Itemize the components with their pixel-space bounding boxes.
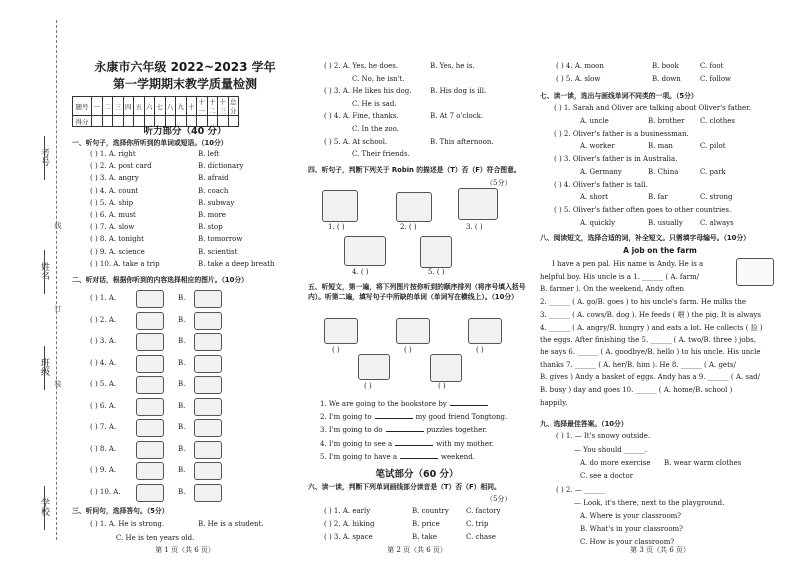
answer-option-a: C. He is sad. — [352, 99, 397, 108]
s5-sentence-text: 4. I'm going to see a — [320, 439, 393, 448]
passage-line: B. farmer ). On the weekend, Andy often — [540, 285, 684, 294]
s7-option-c: C. strong — [700, 193, 733, 201]
staple-marker: 订 — [54, 305, 62, 312]
s7-option-a: A. quickly — [580, 218, 616, 227]
s1-item-b: B. take a deep breath — [198, 259, 275, 268]
passage-line: 2. ______ ( A. go/B. goes ) to his uncle's farm. He milks the — [540, 297, 747, 306]
s6-option-a: ( ) 3. A. space — [324, 533, 373, 542]
passage-line: helpful boy. His uncle is a 1. ______ ( A. farm/ — [540, 272, 699, 281]
s7-option-a: A. short — [580, 193, 608, 201]
score-header-cell: 十三 — [219, 98, 226, 115]
robin-answer-1[interactable]: 1. ( ) — [328, 223, 345, 231]
s7-option-b: B. far — [648, 193, 668, 201]
s2-picture-b[interactable] — [194, 462, 222, 480]
answer-option-b: B. His dog is ill. — [430, 87, 487, 96]
s6-option-b: B. country — [412, 507, 449, 515]
s7-option-a: A. worker — [580, 142, 615, 150]
s5-sentence-tail: my good friend Tongtong. — [415, 413, 508, 422]
section-9-title: 九、选择最佳答案。（10分） — [540, 420, 628, 428]
s2-option-b: B. — [178, 423, 186, 431]
p3-option-c: C. follow — [700, 75, 732, 83]
mc-line: B. What's in your classroom? — [580, 525, 683, 533]
s2-picture-b[interactable] — [194, 290, 222, 308]
passage-line: I have a pen pal. His name is Andy. He is a — [552, 260, 704, 268]
answer-option-a: ( ) 3. A. He likes his dog. — [324, 87, 412, 96]
s2-picture-a[interactable] — [136, 484, 164, 502]
section-4-title: 四、听句子，判断下列关于 Robin 的描述是（T）否（F）符合图意。 — [308, 166, 521, 174]
s1-item-a: ( ) 10. A. take a trip — [90, 259, 160, 268]
s2-item: ( ) 4. A. — [90, 358, 117, 367]
s2-option-b: B. — [178, 487, 186, 496]
binding-margin — [0, 0, 68, 561]
passage-title: A job on the farm — [623, 246, 697, 255]
score-header-cell: 一 — [92, 97, 103, 116]
score-header-cell: 六 — [144, 97, 155, 116]
mc-line: C. see a doctor — [580, 472, 634, 480]
robin-picture-1 — [322, 190, 358, 222]
section-6-score: （5分） — [486, 495, 512, 503]
score-header-cell: 九 — [176, 97, 187, 116]
s5-sentence-text: 3. I'm going to do — [320, 426, 383, 435]
s1-item-a: ( ) 6. A. must — [90, 211, 136, 219]
s6-option-a: ( ) 1. A. early — [324, 507, 371, 515]
s7-question: ( ) 3. Oliver's father is in Australia. — [554, 155, 678, 163]
robin-answer-5[interactable]: 5. ( ) — [428, 268, 445, 276]
robin-answer-2[interactable]: 2. ( ) — [400, 223, 417, 231]
place-answer-1[interactable]: ( ) — [332, 346, 340, 354]
s2-picture-a[interactable] — [136, 419, 164, 437]
s2-picture-b[interactable] — [194, 355, 222, 373]
exam-subtitle: 第一学期期末教学质量检测 — [112, 77, 257, 91]
page-1-footer: 第 1 页（共 6 页） — [155, 546, 215, 554]
bind-marker: 装 — [54, 380, 62, 387]
s2-picture-b[interactable] — [194, 484, 222, 502]
passage-line: 4. ______ ( A. angry/B. hungry ) and eats a lot. He collects ( 捡 ) — [540, 324, 763, 332]
s2-picture-b[interactable] — [194, 376, 222, 394]
mc-line: — Look, it's there, next to the playground. — [574, 499, 725, 507]
answer-option-b: B. Yes, he is. — [430, 62, 475, 70]
place-answer-2[interactable]: ( ) — [404, 346, 412, 354]
s7-question: ( ) 2. Oliver's father is a businessman. — [554, 129, 689, 138]
s1-item-a: ( ) 5. A. ship — [90, 198, 134, 207]
s1-item-a: ( ) 7. A. slow — [90, 223, 135, 232]
s2-item: ( ) 3. A. — [90, 337, 117, 345]
mc-line: A. Where is your classroom? — [580, 512, 682, 520]
s2-picture-b[interactable] — [194, 398, 222, 416]
score-header-cell: 八 — [165, 97, 176, 116]
passage-line: the eggs. After finishing the 5. ______ ( A. two/B. three ) jobs, — [540, 335, 756, 344]
section-4-score: （5分） — [486, 179, 512, 187]
school-field[interactable] — [44, 486, 45, 530]
score-header-cell: 总分 — [230, 98, 237, 115]
s2-item: ( ) 5. A. — [90, 380, 117, 388]
score-header-cell: 三 — [113, 97, 124, 116]
s1-item-a: ( ) 1. A. right — [90, 150, 136, 158]
passage-line: happily. — [540, 398, 568, 407]
s2-item: ( ) 1. A. — [90, 294, 117, 302]
s1-item-a: ( ) 3. A. angry — [90, 174, 139, 183]
s5-blank[interactable] — [395, 439, 433, 446]
section-2-title: 二、听对话，根据你听到的内容选择相应的图片。（10分） — [72, 276, 248, 284]
mc-line: B. wear warm clothes — [664, 459, 742, 467]
place-answer-4[interactable]: ( ) — [364, 382, 372, 390]
s2-picture-a[interactable] — [136, 462, 164, 480]
robin-answer-4[interactable]: 4. ( ) — [352, 268, 369, 276]
s1-item-a: ( ) 4. A. count — [90, 186, 139, 195]
s7-option-b: B. China — [648, 167, 679, 176]
answer-option-b: B. At 7 o'clock. — [430, 112, 484, 121]
s6-option-b: B. price — [412, 520, 440, 529]
s2-option-b: B. — [178, 358, 186, 367]
line-marker: 线 — [54, 222, 62, 229]
p3-option-a: ( ) 5. A. slow — [556, 75, 601, 83]
section-1-title: 一、听句子，选择你所听到的单词或短语。（10分） — [72, 139, 228, 147]
s6-option-c: C. trip — [466, 520, 489, 529]
s2-picture-b[interactable] — [194, 312, 222, 330]
score-header-cell: 十一 — [198, 98, 205, 115]
cut-line — [56, 20, 57, 540]
s7-question: ( ) 1. Sarah and Oliver are talking about Oliver's father. — [554, 104, 751, 112]
s6-option-b: B. take — [412, 533, 437, 542]
s1-item-b: B. scientist — [198, 247, 238, 256]
s3-option-c: C. He is ten years old. — [116, 534, 195, 542]
s1-item-b: B. more — [198, 211, 226, 219]
s2-item: ( ) 7. A. — [90, 423, 117, 431]
s6-option-a: ( ) 2. A. hiking — [324, 520, 375, 529]
s2-option-b: B. — [178, 466, 186, 474]
answer-option-a: ( ) 2. A. Yes, he does. — [324, 62, 399, 70]
s2-picture-b[interactable] — [194, 333, 222, 351]
s5-blank[interactable] — [386, 425, 424, 432]
s7-option-b: B. usually — [648, 218, 683, 227]
s5-sentence — [320, 452, 475, 461]
s2-picture-b[interactable] — [194, 441, 222, 459]
section-7-title: 七、读一读，选出与画线单词不同类的一项。（5分） — [540, 92, 698, 100]
s5-blank[interactable] — [375, 412, 413, 419]
section-5-title: 五、听短文，第一遍，将下列图片按你听到的顺序排列（将序号填入括号内）。听第二遍，填写句子中所缺的单词（单词写在横线上）。（10分） — [308, 283, 526, 301]
s2-item: ( ) 2. A. — [90, 315, 117, 324]
s7-option-c: C. clothes — [700, 116, 735, 125]
s1-item-b: B. subway — [198, 198, 235, 207]
class-field[interactable] — [44, 346, 45, 390]
s5-sentence — [320, 439, 494, 448]
s7-question: ( ) 4. Oliver's father is tall. — [554, 180, 648, 189]
name-label: 姓名 — [39, 262, 49, 280]
score-header-cell: 题号 — [73, 97, 92, 116]
score-row-label: 得分 — [73, 116, 92, 127]
name-field[interactable] — [44, 250, 45, 294]
passage-line: B. gives ) Andy a basket of eggs. Andy has a 9. ______ ( A. sad/ — [540, 373, 760, 382]
place-answer-3[interactable]: ( ) — [476, 346, 484, 354]
s2-picture-b[interactable] — [194, 419, 222, 437]
page-3 — [540, 0, 780, 561]
mc-line: ( ) 1. — It's snowy outside. — [556, 432, 651, 440]
s2-item: ( ) 6. A. — [90, 401, 117, 410]
s2-picture-a[interactable] — [136, 333, 164, 351]
s1-item-b: B. dictionary — [198, 162, 244, 171]
s3-option-b: B. He is a student. — [198, 520, 264, 528]
s1-item-a: ( ) 2. A. post card — [90, 162, 152, 171]
place-picture-2 — [396, 318, 430, 344]
s7-option-c: C. park — [700, 167, 726, 176]
mc-line: A. do more exercise — [580, 459, 651, 467]
s5-sentence — [320, 399, 491, 408]
score-header-cell: 十二 — [209, 98, 216, 115]
robin-picture-3 — [458, 188, 498, 220]
s5-sentence-text: 5. I'm going to have a — [320, 452, 398, 461]
robin-picture-5 — [420, 236, 452, 268]
s5-blank[interactable] — [450, 399, 488, 406]
s1-item-a: ( ) 8. A. tonight — [90, 235, 144, 244]
s2-picture-a[interactable] — [136, 355, 164, 373]
score-header-cell: 二 — [102, 97, 113, 116]
s5-sentence — [320, 412, 507, 421]
s5-sentence-tail: weekend. — [441, 452, 475, 461]
s5-sentence-tail: puzzles together. — [426, 426, 488, 435]
s2-option-b: B. — [178, 401, 186, 410]
s1-item-a: ( ) 9. A. science — [90, 247, 145, 256]
robin-picture-2 — [396, 192, 432, 222]
p3-option-c: C. foot — [700, 62, 724, 70]
s6-option-c: C. chase — [466, 533, 496, 542]
cow-picture — [736, 258, 774, 286]
exam-number-field[interactable] — [44, 136, 45, 180]
place-picture-3 — [468, 318, 502, 344]
s1-item-b: B. afraid — [198, 174, 229, 183]
robin-picture-4 — [344, 236, 386, 266]
section-8-title: 八、阅读短文，选择合适的词，补全短文。只需填字母编号。（10分） — [540, 234, 750, 242]
s1-item-b: B. stop — [198, 223, 223, 232]
mc-line: ( ) 2. — ______ — [556, 486, 606, 494]
s2-item: ( ) 10. A. — [90, 487, 121, 496]
score-header-cell: 四 — [123, 97, 134, 116]
s7-option-a: A. uncle — [580, 116, 609, 125]
score-header-cell: 七 — [155, 97, 166, 116]
exam-title: 永康市六年级 2022~2023 学年 — [94, 60, 276, 74]
place-picture-5 — [430, 354, 462, 382]
mc-line: — You should ______. — [574, 446, 648, 454]
class-label: 班级 — [39, 358, 49, 376]
page-2-footer: 第 2 页（共 6 页） — [387, 546, 447, 554]
robin-answer-3[interactable]: 3. ( ) — [466, 223, 483, 231]
s2-option-b: B. — [178, 294, 186, 302]
s2-picture-a[interactable] — [136, 312, 164, 330]
s2-option-b: B. — [178, 380, 186, 388]
score-header-cell: 十 — [186, 97, 197, 116]
school-label: 学校 — [39, 498, 49, 516]
s6-option-c: C. factory — [466, 507, 501, 515]
section-6-title: 六、读一读，判断下列单词画线部分读音是（T）否（F）相同。 — [308, 483, 501, 491]
passage-line: thanks 7. ______ ( A. her/B. him ). He 8. ______ ( A. gets/ — [540, 360, 736, 369]
answer-option-a: ( ) 4. A. Fine, thanks. — [324, 112, 399, 121]
s1-item-b: B. left — [198, 150, 220, 158]
s3-option-a: ( ) 1. A. He is strong. — [90, 520, 165, 528]
answer-option-a: C. In the zoo. — [352, 125, 399, 133]
s2-option-b: B. — [178, 315, 186, 324]
p3-option-a: ( ) 4. A. moon — [556, 62, 604, 70]
s1-item-b: B. coach — [198, 186, 229, 195]
s1-item-b: B. tomorrow — [198, 235, 243, 244]
s2-picture-a[interactable] — [136, 376, 164, 394]
s7-option-a: A. Germany — [580, 167, 622, 176]
answer-option-a: C. Their friends. — [352, 150, 410, 159]
exam-number-label: 考号 — [39, 148, 49, 166]
s2-item: ( ) 9. A. — [90, 466, 117, 474]
passage-line: B. busy ) day and goes 10. ______ ( A. home/B. school ) — [540, 386, 733, 394]
mc-line: C. How is your classroom? — [580, 538, 675, 546]
p3-option-b: B. down — [652, 75, 681, 83]
answer-option-a: C. No, he isn't. — [352, 74, 405, 83]
score-header-cell: 五 — [134, 97, 145, 116]
s5-sentence-text: 1. We are going to the bookstore by — [320, 400, 447, 408]
place-picture-1 — [324, 318, 358, 344]
s7-option-b: B. brother — [648, 116, 685, 125]
p3-option-b: B. book — [652, 62, 679, 70]
section-3-title: 三、听问句，选择答句。（5分） — [72, 507, 169, 515]
place-answer-5[interactable]: ( ) — [438, 382, 446, 390]
s5-sentence-text: 2. I'm going to — [320, 413, 372, 422]
page-3-footer: 第 3 页（共 6 页） — [630, 546, 690, 554]
passage-line: he says 6. ______ ( A. goodbye/B. hello ) to his uncle. His uncle — [540, 348, 761, 357]
s2-picture-a[interactable] — [136, 441, 164, 459]
passage-line: 3. ______ ( A. cows/B. dog ). He feeds ( 喂 ) the pig. It is always — [540, 311, 761, 320]
s5-blank[interactable] — [400, 452, 438, 459]
s2-option-b: B. — [178, 444, 186, 453]
listening-section-title: 听力部分（40 分） — [143, 126, 227, 137]
s2-item: ( ) 8. A. — [90, 444, 117, 453]
place-picture-4 — [358, 354, 390, 380]
answer-option-a: ( ) 5. A. At school. — [324, 137, 388, 146]
s5-sentence-tail: with my mother. — [436, 439, 494, 448]
s5-sentence — [320, 425, 487, 434]
s7-question: ( ) 5. Oliver's father often goes to other countries. — [554, 206, 732, 214]
s2-picture-a[interactable] — [136, 398, 164, 416]
s7-option-c: C. pilot — [700, 142, 726, 150]
answer-option-b: B. This afternoon. — [430, 137, 494, 146]
s2-option-b: B. — [178, 337, 186, 345]
s7-option-b: B. man — [648, 142, 673, 150]
s2-picture-a[interactable] — [136, 290, 164, 308]
page-1 — [72, 0, 298, 561]
page-2 — [308, 0, 526, 561]
s7-option-c: C. always — [700, 218, 734, 227]
written-section-title: 笔试部分（60 分） — [375, 469, 459, 480]
